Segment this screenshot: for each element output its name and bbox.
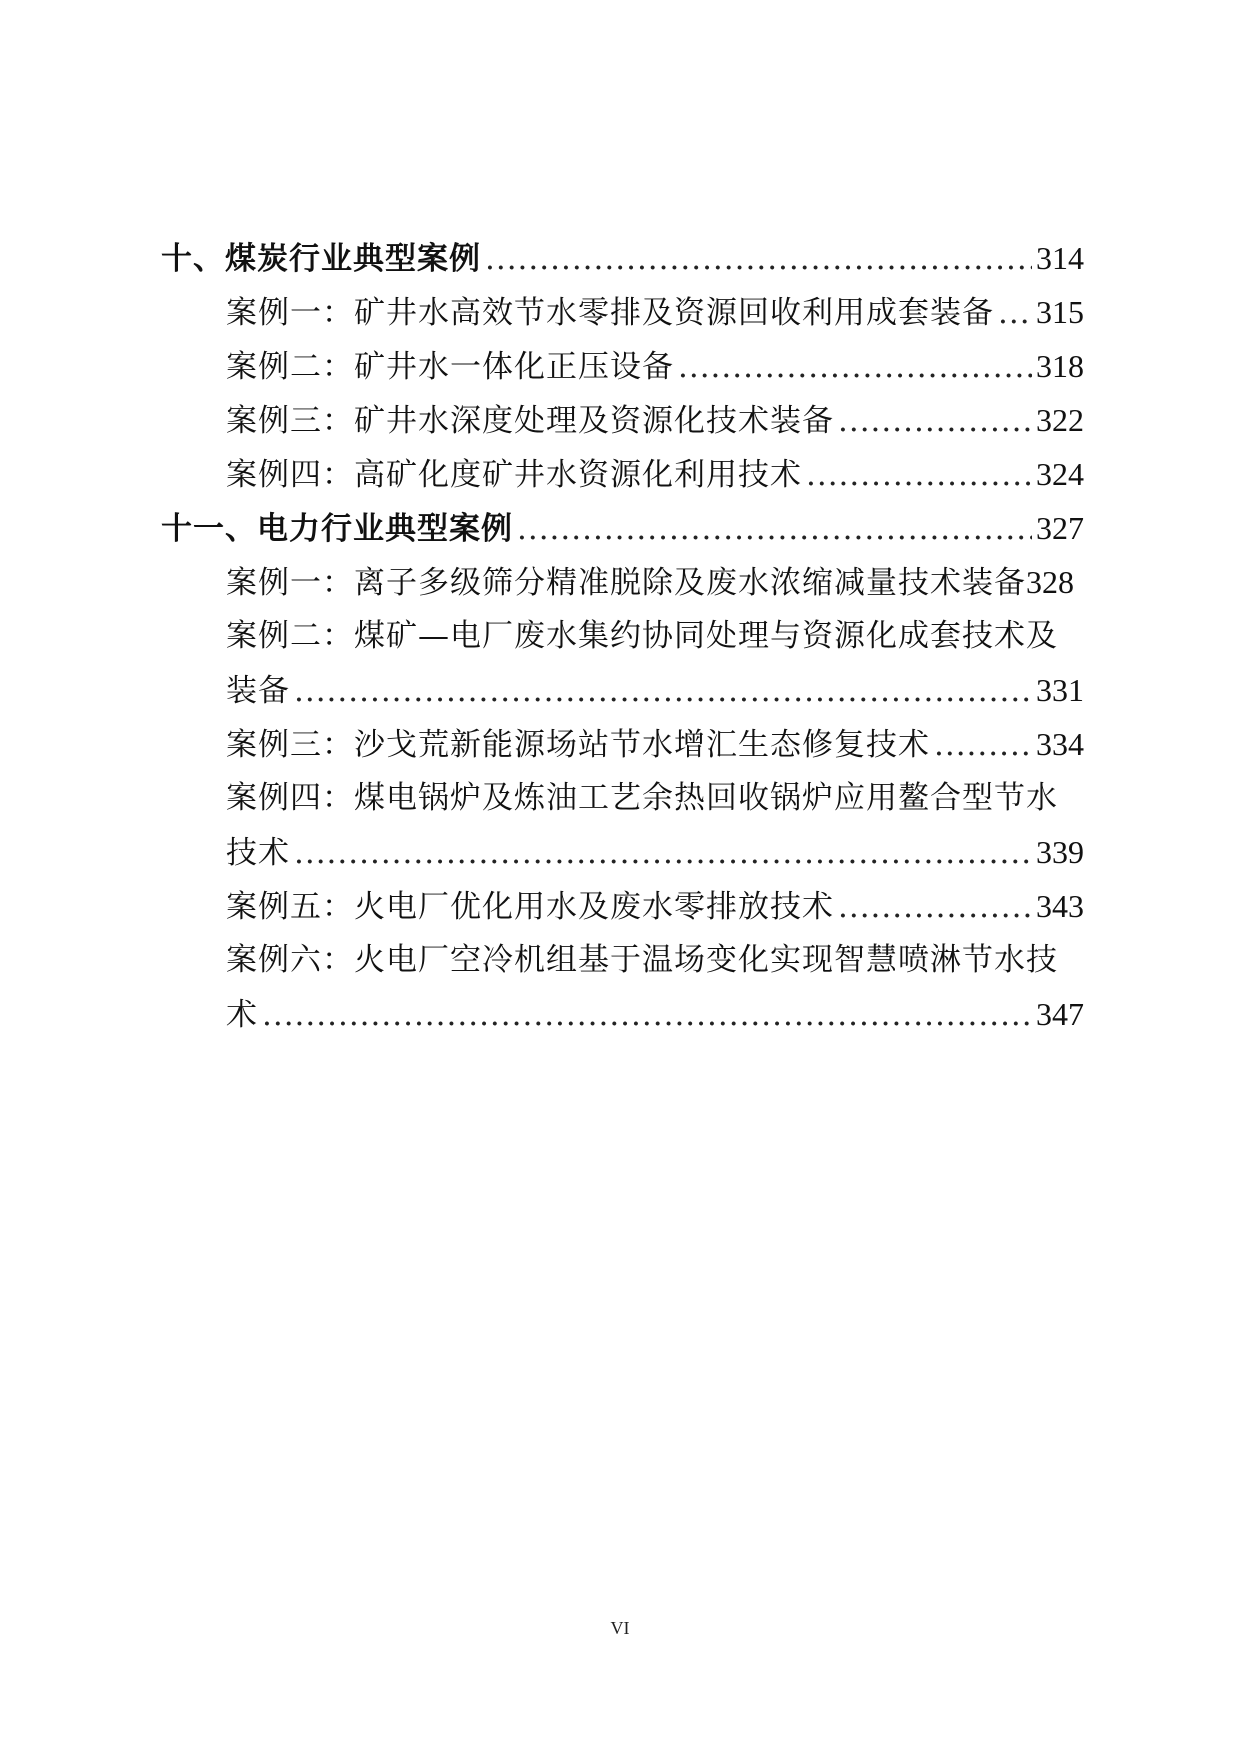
toc-case-title: 案例五：火电厂优化用水及废水零排放技术 bbox=[226, 889, 834, 925]
toc-case-10-4[interactable] bbox=[226, 444, 1084, 505]
toc-page-number: 314 bbox=[1036, 240, 1084, 276]
toc-dot-leader bbox=[262, 985, 1032, 1045]
toc-section-title: 十、煤炭行业典型案例 bbox=[161, 241, 481, 277]
toc-dot-leader bbox=[838, 877, 1032, 937]
toc-case-title-line1: 案例四：煤电锅炉及炼油工艺余热回收锅炉应用鳌合型节水 bbox=[226, 780, 1058, 816]
toc-case-title-line1: 案例六：火电厂空冷机组基于温场变化实现智慧喷淋节水技 bbox=[226, 942, 1058, 978]
toc-section-10[interactable] bbox=[161, 228, 1084, 289]
toc-page-number: 322 bbox=[1036, 402, 1084, 438]
toc-case-11-1[interactable] bbox=[226, 552, 1084, 613]
toc-page-number: 315 bbox=[1036, 294, 1084, 330]
toc-case-title: 案例三：沙戈荒新能源场站节水增汇生态修复技术 bbox=[226, 727, 930, 763]
toc-case-title-line2: 技术 bbox=[226, 835, 290, 871]
toc-case-title: 案例四：高矿化度矿井水资源化利用技术 bbox=[226, 457, 802, 493]
toc-case-10-3[interactable] bbox=[226, 390, 1084, 451]
toc-case-10-2[interactable] bbox=[226, 336, 1084, 397]
toc-dot-leader bbox=[294, 823, 1032, 883]
toc-dot-leader bbox=[485, 229, 1032, 289]
toc-dot-leader bbox=[294, 661, 1032, 721]
toc-case-10-1[interactable] bbox=[226, 282, 1084, 343]
toc-page-number: 331 bbox=[1036, 672, 1084, 708]
toc-case-title: 案例二：矿井水一体化正压设备 bbox=[226, 349, 674, 385]
toc-page-number: 327 bbox=[1036, 510, 1084, 546]
toc-page-number: 347 bbox=[1036, 996, 1084, 1032]
toc-dot-leader bbox=[517, 499, 1032, 559]
toc-section-title: 十一、电力行业典型案例 bbox=[161, 511, 513, 547]
page-footer-number: VI bbox=[610, 1618, 630, 1638]
toc-page-number: 339 bbox=[1036, 834, 1084, 870]
toc-case-title-line1: 案例二：煤矿—电厂废水集约协同处理与资源化成套技术及 bbox=[226, 618, 1058, 654]
toc-case-11-4[interactable] bbox=[226, 768, 1084, 883]
toc-section-11[interactable] bbox=[161, 498, 1084, 559]
toc-case-title: 案例一：矿井水高效节水零排及资源回收利用成套装备 bbox=[226, 295, 994, 331]
toc-case-11-2[interactable] bbox=[226, 606, 1084, 721]
toc-dot-leader bbox=[678, 337, 1032, 397]
toc-case-title-line2: 装备 bbox=[226, 673, 290, 709]
toc-case-title: 案例一：离子多级筛分精准脱除及废水浓缩减量技术装备 bbox=[226, 565, 1026, 601]
toc-dot-leader bbox=[998, 283, 1032, 343]
toc-case-11-5[interactable] bbox=[226, 876, 1084, 937]
toc-case-11-3[interactable] bbox=[226, 714, 1084, 775]
toc-page-number: 334 bbox=[1036, 726, 1084, 762]
toc-case-title-line2: 术 bbox=[226, 997, 258, 1033]
toc-case-11-6[interactable] bbox=[226, 930, 1084, 1045]
toc-dot-leader bbox=[934, 715, 1032, 775]
toc-page-number: 343 bbox=[1036, 888, 1084, 924]
toc-page-number: 324 bbox=[1036, 456, 1084, 492]
toc-page-number: 328 bbox=[1026, 564, 1074, 600]
toc-page-number: 318 bbox=[1036, 348, 1084, 384]
toc-dot-leader bbox=[806, 445, 1032, 505]
toc-dot-leader bbox=[838, 391, 1032, 451]
toc-case-title: 案例三：矿井水深度处理及资源化技术装备 bbox=[226, 403, 834, 439]
